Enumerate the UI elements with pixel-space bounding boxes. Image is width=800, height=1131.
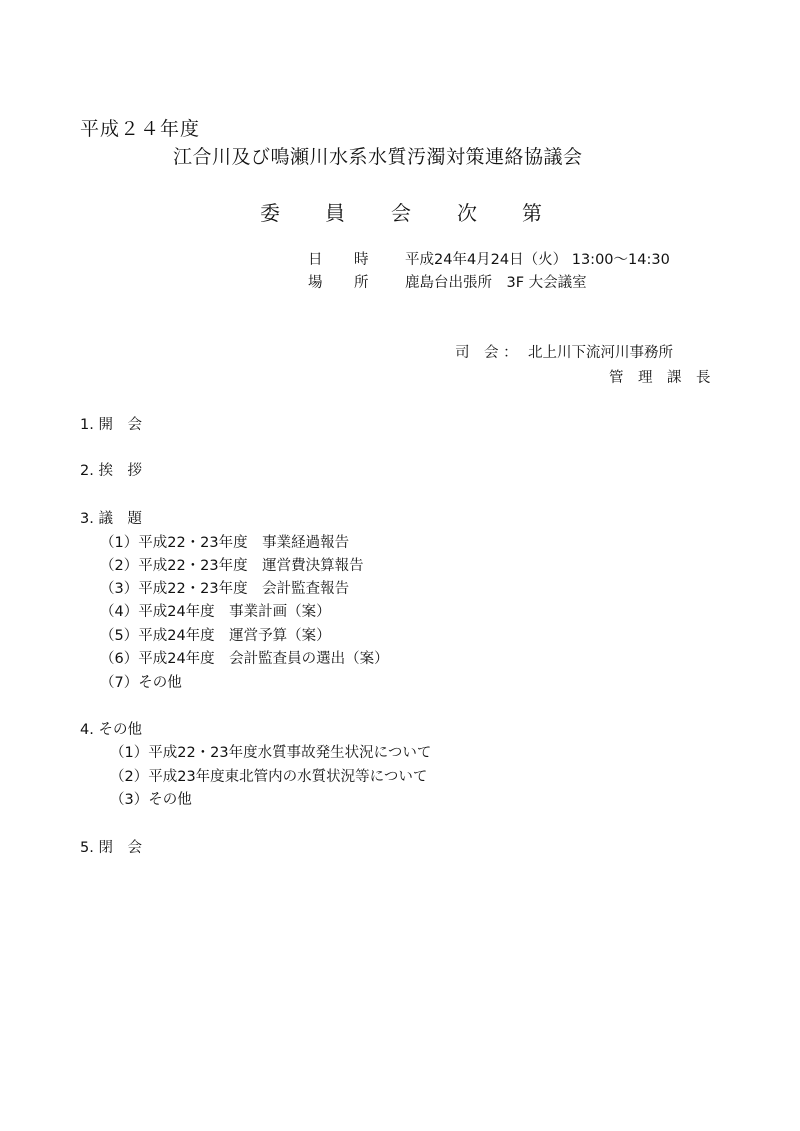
agenda-subitem: （1）平成22・23年度水質事故発生状況について xyxy=(110,745,432,761)
place-label: 場 xyxy=(308,275,323,291)
place-value: 鹿島台出張所 3F 大会議室 xyxy=(405,275,587,291)
title-char: 会 xyxy=(391,201,411,225)
agenda-item-closing: 5. 閉 会 xyxy=(80,840,142,856)
title-char: 委 xyxy=(260,201,280,225)
agenda-item-opening: 1. 開 会 xyxy=(80,417,142,433)
agenda-subitem: （3）平成22・23年度 会計監査報告 xyxy=(100,581,350,597)
organization-title: 江合川及び鳴瀬川水系水質汚濁対策連絡協議会 xyxy=(173,146,583,168)
chair-label: 司 会 ： xyxy=(455,345,518,361)
chair-role: 管 理 課 長 xyxy=(609,370,711,386)
agenda-subitem: （6）平成24年度 会計監査員の選出（案） xyxy=(100,651,389,667)
agenda-subitem: （3）その他 xyxy=(110,792,192,808)
agenda-subitem: （7）その他 xyxy=(100,675,182,691)
agenda-subitem: （1）平成22・23年度 事業経過報告 xyxy=(100,535,350,551)
agenda-item-greeting: 2. 挨 拶 xyxy=(80,463,142,479)
title-char: 員 xyxy=(325,201,345,225)
place-label: 所 xyxy=(354,275,369,291)
agenda-subitem: （5）平成24年度 運営予算（案） xyxy=(100,628,331,644)
agenda-subitem: （2）平成22・23年度 運営費決算報告 xyxy=(100,558,364,574)
datetime-value: 平成24年4月24日（火） 13:00～14:30 xyxy=(405,252,670,268)
fiscal-year-heading: 平成２４年度 xyxy=(80,118,201,140)
datetime-label: 日 xyxy=(308,252,323,268)
datetime-label: 時 xyxy=(354,252,369,268)
agenda-item-other: 4. その他 xyxy=(80,722,142,738)
agenda-subitem: （4）平成24年度 事業計画（案） xyxy=(100,604,331,620)
agenda-subitem: （2）平成23年度東北管内の水質状況等について xyxy=(110,769,428,785)
agenda-item-topics: 3. 議 題 xyxy=(80,511,142,527)
title-char: 次 xyxy=(457,201,477,225)
title-char: 第 xyxy=(522,201,542,225)
chair-office: 北上川下流河川事務所 xyxy=(528,345,673,361)
